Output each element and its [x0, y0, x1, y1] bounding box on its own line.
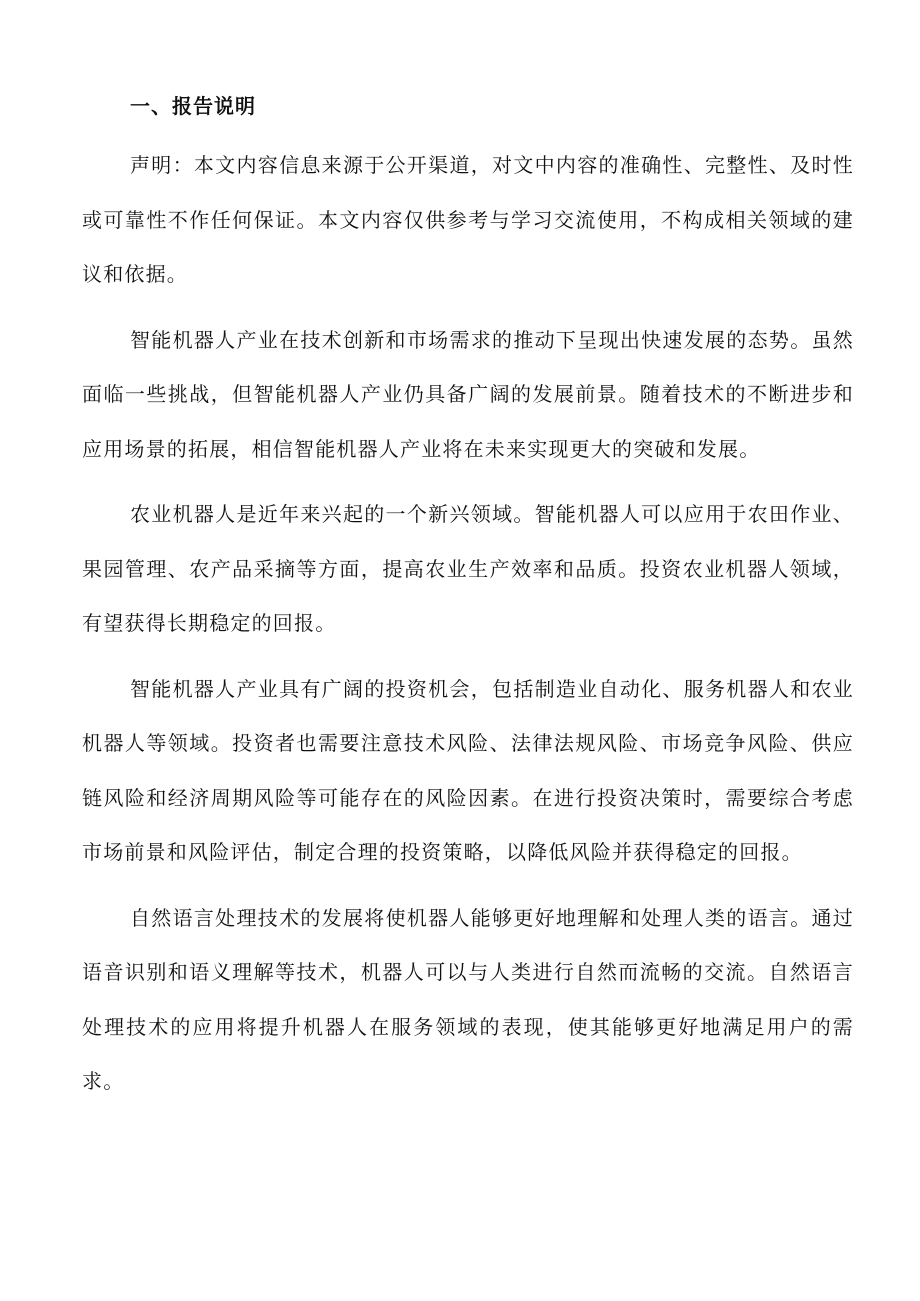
- paragraph-disclaimer: 声明：本文内容信息来源于公开渠道，对文中内容的准确性、完整性、及时性或可靠性不作任何保证。本文内容仅供参考与学习交流使用，不构成相关领域的建议和依据。: [82, 153, 854, 286]
- paragraph-industry-outlook: 智能机器人产业在技术创新和市场需求的推动下呈现出快速发展的态势。虽然面临一些挑战，但智能机器人产业仍具备广阔的发展前景。随着技术的不断进步和应用场景的拓展，相信智能机器人产业将在未来实现更大的突破和发展。: [82, 327, 854, 461]
- document-page: [82, 86, 854, 1120]
- paragraph-investment-opportunities: 智能机器人产业具有广阔的投资机会，包括制造业自动化、服务机器人和农业机器人等领域。投资者也需要注意技术风险、法律法规风险、市场竞争风险、供应链风险和经济周期风险等可能存在的风险因素。在进行投资决策时，需要综合考虑市场前景和风险评估，制定合理的投资策略，以降低风险并获得稳定的回报。: [82, 676, 854, 864]
- paragraph-agricultural-robots: 农业机器人是近年来兴起的一个新兴领域。智能机器人可以应用于农田作业、果园管理、农产品采摘等方面，提高农业生产效率和品质。投资农业机器人领域，有望获得长期稳定的回报。: [82, 502, 854, 635]
- paragraph-natural-language-processing: 自然语言处理技术的发展将使机器人能够更好地理解和处理人类的语言。通过语音识别和语义理解等技术，机器人可以与人类进行自然而流畅的交流。自然语言处理技术的应用将提升机器人在服务领域的表现，使其能够更好地满足用户的需求。: [82, 905, 854, 1093]
- section-heading: 一、报告说明: [130, 94, 256, 118]
